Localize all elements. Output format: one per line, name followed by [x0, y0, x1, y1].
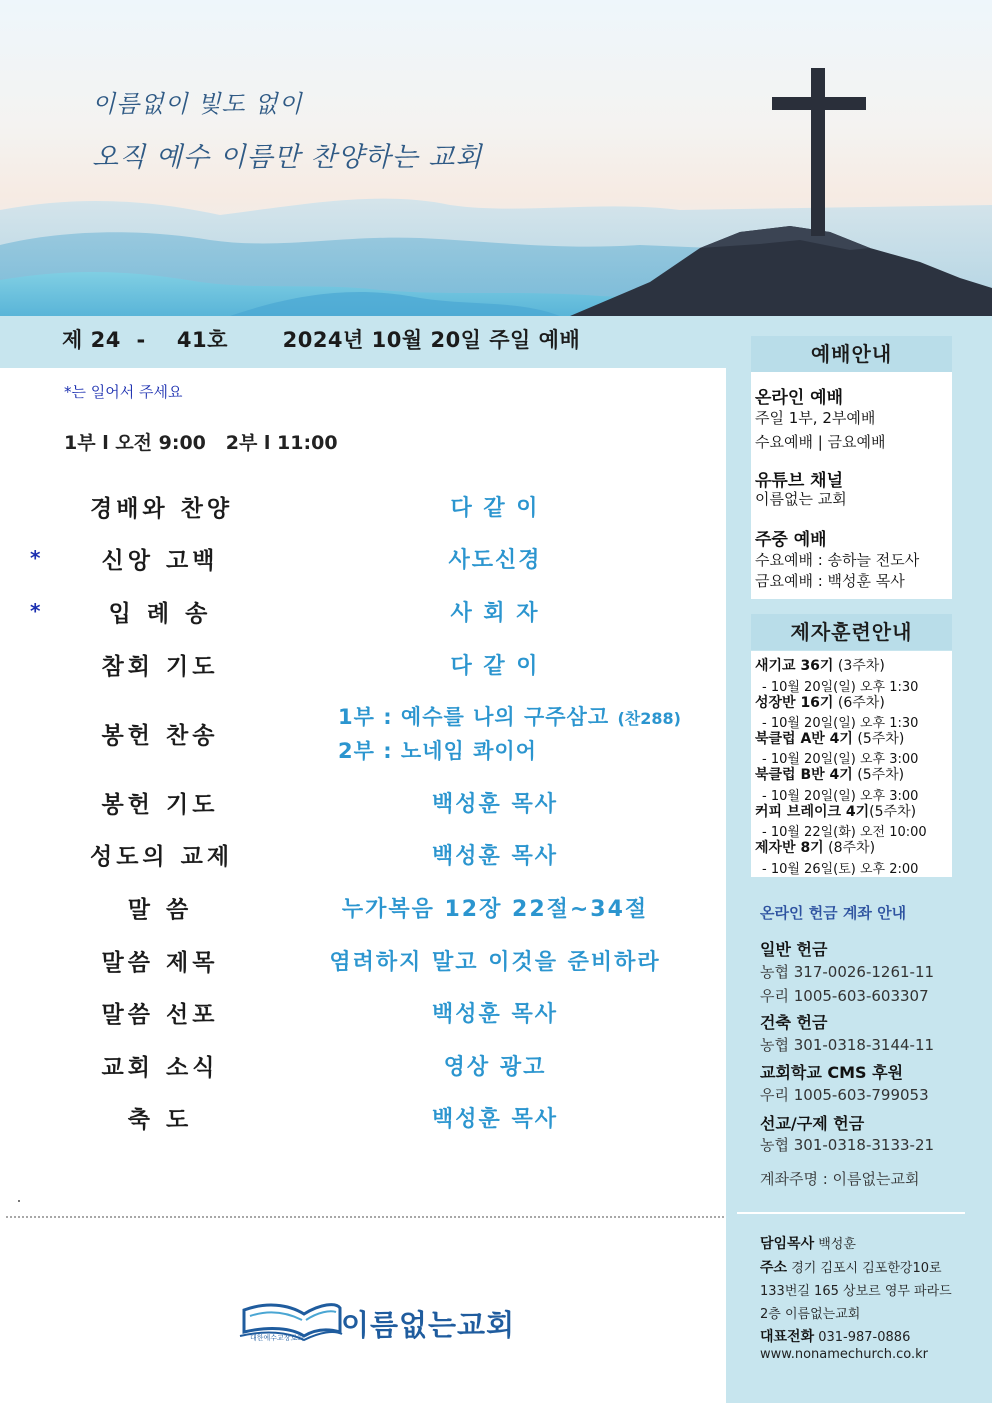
training-item-name: 성장반 16기 (6주차)	[755, 695, 885, 711]
order-value-benediction: 백성훈 목사	[432, 1107, 558, 1132]
order-label-scripture: 말 씀	[127, 897, 193, 923]
online-worship-line-1: 주일 1부, 2부예배	[755, 409, 876, 427]
school-cms-account: 우리 1005-603-799053	[760, 1086, 929, 1104]
youtube-heading: 유튜브 채널	[755, 471, 844, 491]
mission-offering-account: 농협 301-0318-3133-21	[760, 1136, 935, 1154]
online-worship-line-2: 수요예배 | 금요예배	[755, 433, 886, 451]
stand-star-marker: *	[30, 546, 41, 570]
offering-accounts-title: 온라인 헌금 계좌 안내	[760, 904, 907, 922]
logo-denomination: 대한예수교장로회	[250, 1334, 305, 1342]
order-label-sermon: 말씀 선포	[101, 1002, 219, 1028]
order-label-creed: 신앙 고백	[101, 548, 219, 574]
address-line-2: 133번길 165 상보르 영무 파라드	[760, 1284, 952, 1299]
cross-vertical	[811, 68, 825, 236]
training-item-name: 커피 브레이크 4기(5주차)	[755, 804, 917, 820]
general-offering-account-1: 농협 317-0026-1261-11	[760, 963, 935, 981]
training-guide-heading: 제자훈련안내	[751, 614, 952, 650]
training-item-name: 제자반 8기 (8주차)	[755, 840, 876, 856]
order-label-offering-hymn: 봉헌 찬송	[101, 723, 219, 749]
pastor-line: 담임목사 백성훈	[760, 1236, 856, 1252]
order-label-offering-prayer: 봉헌 기도	[101, 792, 219, 818]
order-value-entrance: 사 회 자	[450, 601, 540, 626]
header-banner	[0, 0, 992, 316]
order-value-fellowship: 백성훈 목사	[432, 844, 558, 869]
training-item-schedule: - 10월 22일(화) 오전 10:00	[762, 825, 927, 840]
order-value-sermon-title: 염려하지 말고 이것을 준비하라	[329, 950, 661, 975]
address-line-3: 2층 이름없는교회	[760, 1307, 861, 1322]
order-value-scripture: 누가복음 12장 22절~34절	[341, 897, 649, 922]
logo-church-name: 이름없는교회	[341, 1308, 516, 1342]
worship-guide-heading: 예배안내	[751, 336, 952, 372]
order-label-sermon-title: 말씀 제목	[101, 950, 219, 976]
training-item-schedule: - 10월 20일(일) 오후 1:30	[762, 716, 919, 731]
address-line-1: 주소 경기 김포시 김포한강10로	[760, 1260, 942, 1276]
building-offering-heading: 건축 헌금	[760, 1013, 828, 1032]
order-value-creed: 사도신경	[448, 548, 542, 573]
website-link[interactable]: www.nonamechurch.co.kr	[760, 1347, 928, 1362]
training-item-name: 북클럽 B반 4기 (5주차)	[755, 767, 905, 783]
midweek-worship-heading: 주중 예배	[755, 530, 827, 550]
mission-offering-heading: 선교/구제 헌금	[760, 1114, 865, 1133]
order-label-news: 교회 소식	[101, 1055, 219, 1081]
general-offering-heading: 일반 헌금	[760, 940, 828, 959]
order-value-confession: 다 같 이	[450, 654, 540, 679]
stand-star-marker: *	[30, 599, 41, 623]
hymn-number-note: (찬288)	[617, 709, 681, 728]
account-holder: 계좌주명 : 이름없는교회	[760, 1170, 920, 1188]
order-label-entrance: 입 례 송	[108, 601, 212, 627]
phone-line: 대표전화 031-987-0886	[760, 1329, 911, 1345]
sidebar-divider	[737, 1212, 965, 1214]
cross-horizontal	[772, 97, 866, 110]
slogan-line-2: 오직 예수 이름만 찬양하는 교회	[92, 142, 483, 173]
training-item-schedule: - 10월 26일(토) 오후 2:00	[762, 862, 919, 877]
midweek-worship-line-2: 금요예배 : 백성훈 목사	[755, 572, 905, 590]
slogan-line-1: 이름없이 빛도 없이	[92, 90, 303, 118]
building-offering-account: 농협 301-0318-3144-11	[760, 1036, 935, 1054]
midweek-worship-line-1: 수요예배 : 송하늘 전도사	[755, 551, 920, 569]
stray-dot	[18, 1200, 20, 1202]
service-times: 1부 l 오전 9:00 2부 l 11:00	[64, 432, 338, 454]
order-value-praise: 다 같 이	[450, 496, 540, 521]
order-value-sermon: 백성훈 목사	[432, 1002, 558, 1027]
training-item-name: 새기교 36기 (3주차)	[755, 658, 885, 674]
school-cms-heading: 교회학교 CMS 후원	[760, 1063, 904, 1082]
general-offering-account-2: 우리 1005-603-603307	[760, 987, 929, 1005]
stand-note: *는 일어서 주세요	[64, 383, 183, 401]
online-worship-heading: 온라인 예배	[755, 388, 844, 408]
issue-date-title: 제 24 - 41호 2024년 10월 20일 주일 예배	[62, 328, 581, 352]
hymn-line-1: 1부 : 예수를 나의 구주삼고 (찬288)	[338, 705, 681, 729]
order-label-benediction: 축 도	[127, 1107, 193, 1133]
hymn-line-2: 2부 : 노네임 콰이어	[338, 739, 537, 763]
dotted-divider	[6, 1216, 724, 1218]
order-value-news: 영상 광고	[443, 1055, 547, 1080]
training-item-schedule: - 10월 20일(일) 오후 3:00	[762, 789, 919, 804]
training-item-name: 북클럽 A반 4기 (5주차)	[755, 731, 905, 747]
youtube-channel-name: 이름없는 교회	[755, 490, 847, 508]
training-item-schedule: - 10월 20일(일) 오후 3:00	[762, 752, 919, 767]
training-item-schedule: - 10월 20일(일) 오후 1:30	[762, 680, 919, 695]
order-label-fellowship: 성도의 교제	[90, 844, 234, 870]
order-value-offering-prayer: 백성훈 목사	[432, 792, 558, 817]
order-label-confession: 참회 기도	[101, 654, 219, 680]
order-label-praise: 경배와 찬양	[90, 496, 234, 522]
